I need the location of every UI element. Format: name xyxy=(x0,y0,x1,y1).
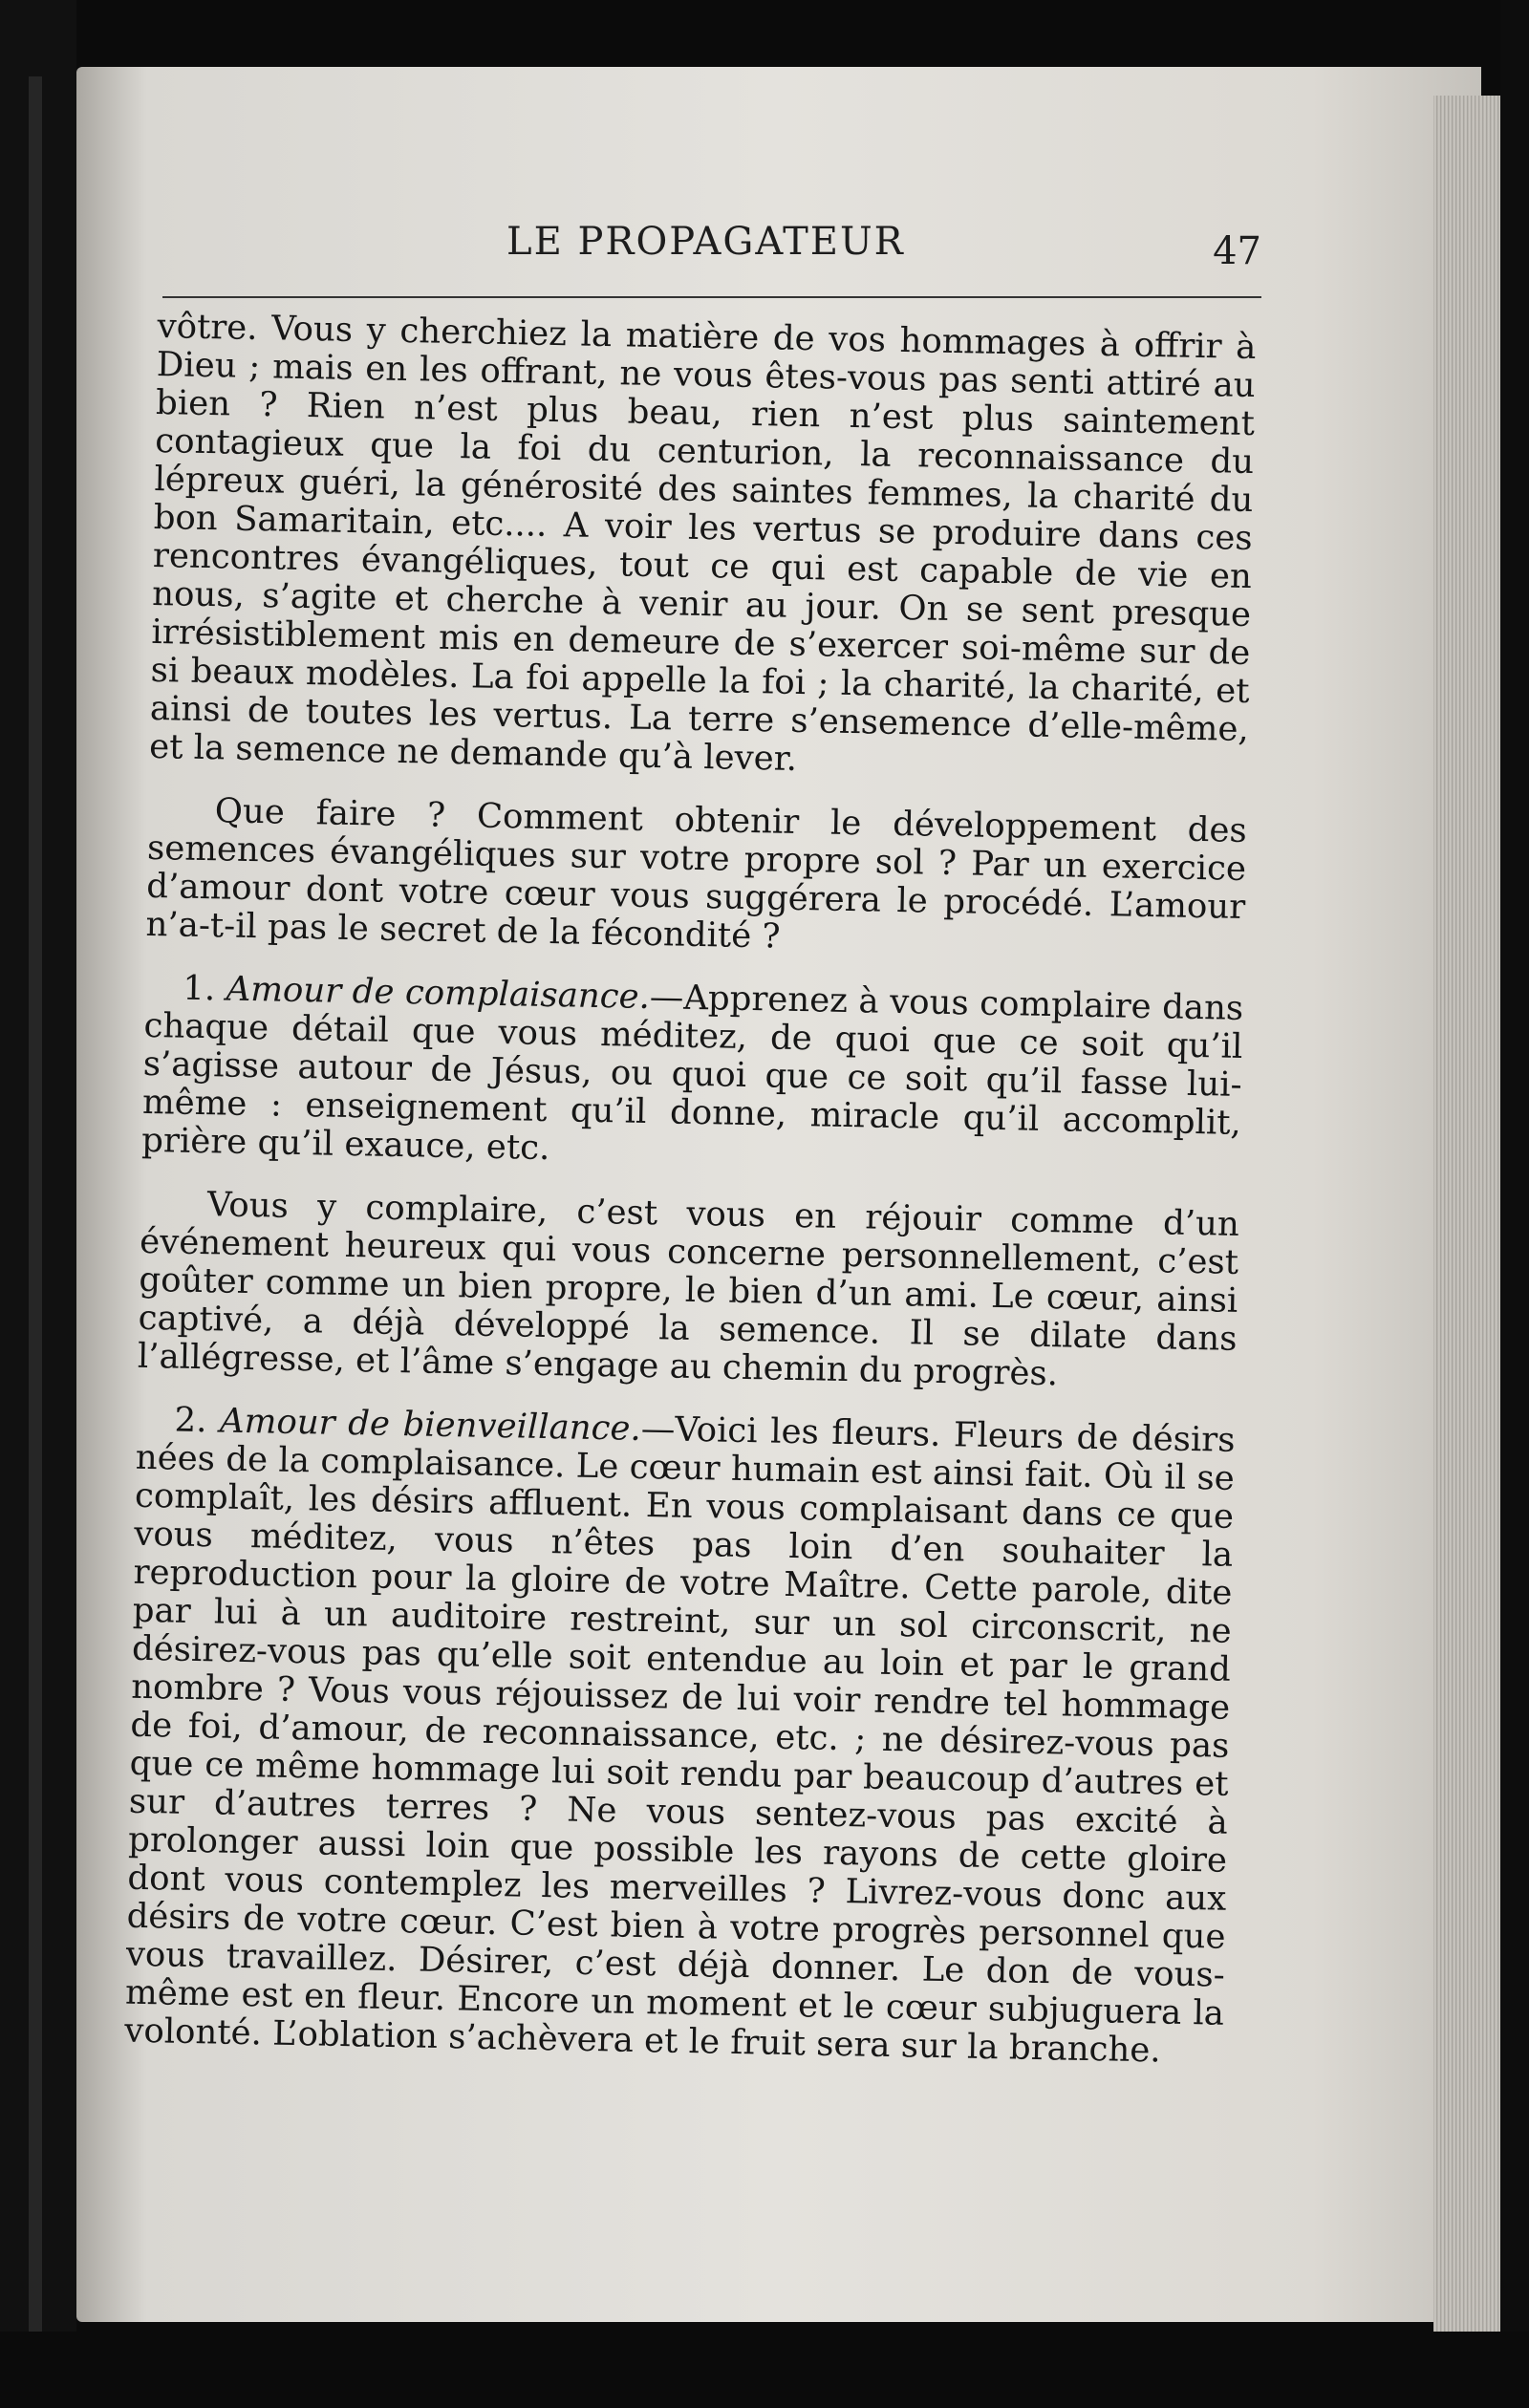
page-header xyxy=(162,220,1261,287)
running-head: LE PROPAGATEUR xyxy=(506,220,905,264)
paragraph-3 xyxy=(141,969,1244,1181)
paragraph-4: Vous y complaire, c’est vous en réjouir comme d’un événement heureux qui vous concerne personnellement, c’est goûter comme un bien propre, le bien d’un ami. Le cœur, ainsi captivé, a déjà développé la semence. Il se dilate dans l’allégresse, et l’âme s’engage au chemin du progrès. xyxy=(137,1185,1240,1394)
book-spine-edge xyxy=(29,76,42,2408)
item-number: 1. xyxy=(182,968,216,1009)
paragraph-1: vôtre. Vous y cherchiez la matière de vos hommages à offrir à Dieu ; mais en les offrant, ne vous êtes-vous pas senti attiré au bien ? Rien n’est plus beau, rien n’est plus saintement contagieux que la foi du centurion, la reconnaissance du lépreux guéri, la générosité des saintes femmes, la charité du bon Samaritain, etc.... A voir les vertus se produire dans ces rencontres évangéliques, tout ce qui est capable de vie en nous, s’agite et cherche à venir au jour. On se sent presque irrésistiblement mis en demeure de s’exercer soi-même sur de si beaux modèles. La foi appelle la foi ; la charité, la charité, et ainsi de toutes les vertus. La terre s’ensemence d’elle-même, et la semence ne demande qu’à lever. xyxy=(148,307,1257,779)
paragraph-2: Que faire ? Comment obtenir le développement des semences évangéliques sur votre propre sol ? Par un exercice d’amour dont votre cœur vous suggérera le procédé. L’amour n’a-t-il pas le secret de la fécondité ? xyxy=(145,791,1248,957)
page-number: 47 xyxy=(1213,229,1261,273)
scan-background-bottom xyxy=(0,2332,1529,2408)
section-heading: Amour de complaisance. xyxy=(226,969,651,1018)
item-number: 2. xyxy=(174,1400,207,1441)
body-text xyxy=(123,308,1256,2096)
scan-background-right xyxy=(1500,0,1529,2408)
header-rule xyxy=(162,296,1261,298)
section-heading: Amour de bienveillance. xyxy=(219,1401,642,1449)
page-stack-edge xyxy=(1433,96,1500,2360)
paragraph-5-text: —Voici les fleurs. Fleurs de désirs nées de la complaisance. Le cœur humain est ainsi fait. Où il se complaît, les désirs affluent. En vous complaisant dans ce que vous méditez, vous n’êtes pas loin d’en souhaiter la reproduction pour la gloire de votre Maître. Cette parole, dite par lui à un auditoire restreint, sur un sol circonscrit, ne désirez-vous pas qu’elle soit entendue au loin et par le grand nombre ? Vous vous réjouissez de lui voir rendre tel hommage de foi, d’amour, de reconnaissance, etc. ; ne désirez-vous pas que ce même hommage lui soit rendu par beaucoup d’autres et sur d’autres terres ? Ne vous sentez-vous pas excité à prolonger aussi loin que possible les rayons de cette gloire dont vous contemplez les merveilles ? Livrez-vous donc aux désirs de votre cœur. C’est bien à votre progrès personnel que vous travaillez. Désirer, c’est déjà donner. Le don de vous-même est en fleur. Encore un moment et le cœur subjuguera la volonté. L’oblation s’achèvera et le fruit sera sur la branche. xyxy=(123,1408,1236,2071)
paragraph-3-text: —Apprenez à vous complaire dans chaque détail que vous méditez, de quoi que ce soit qu’il s’agisse autour de Jésus, ou quoi que ce soit qu’il fasse lui-même : enseignement qu’il donne, miracle qu’il accomplit, prière qu’il exauce, etc. xyxy=(140,978,1244,1169)
paragraph-5 xyxy=(124,1401,1236,2072)
